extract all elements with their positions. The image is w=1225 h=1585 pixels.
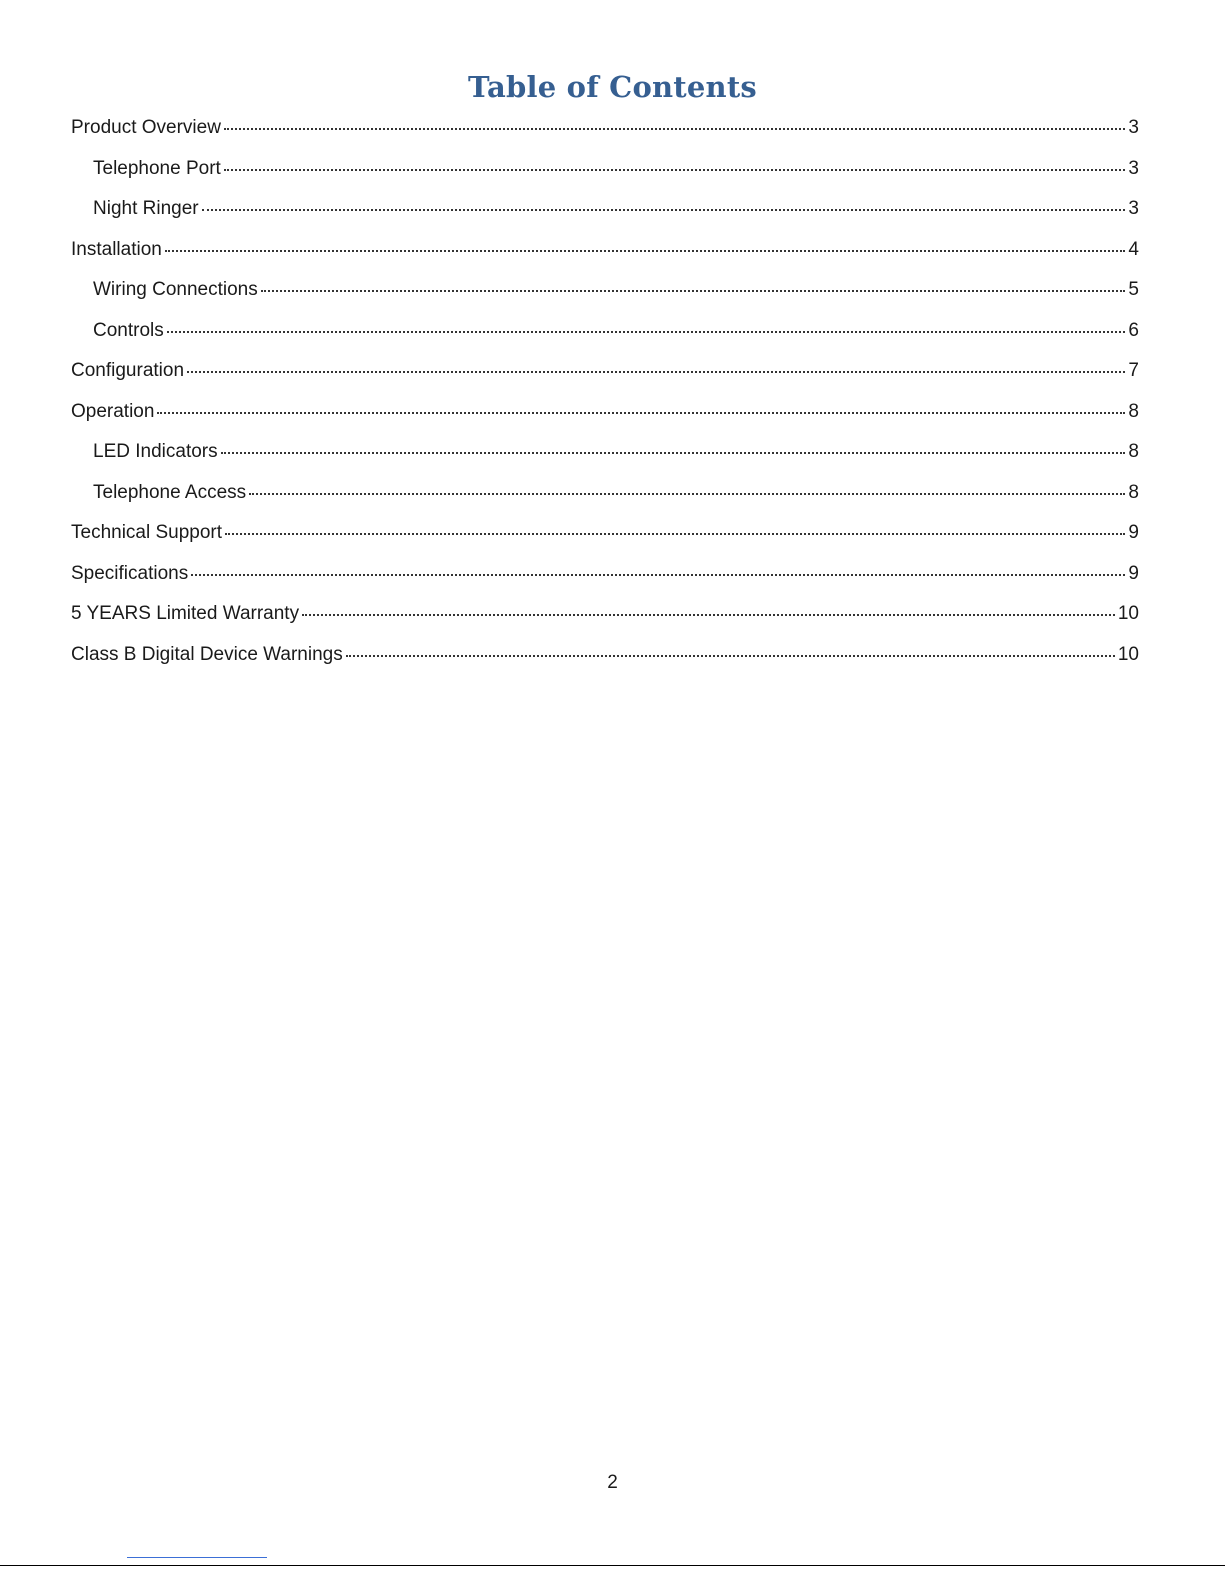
toc-dot-leader [167,316,1126,336]
toc-entry-page: 3 [1128,117,1139,138]
toc-entry-label: Controls [93,319,164,341]
toc-entry-page: 4 [1128,238,1139,260]
toc-dot-leader [225,518,1125,538]
toc-entry-label: Telephone Port [93,157,221,179]
toc-entry-label: 5 YEARS Limited Warranty [71,603,300,624]
toc-entry-page: 3 [1128,157,1139,179]
toc-entry-page: 10 [1117,603,1139,624]
toc-dot-leader [224,113,1125,133]
toc-dot-leader [221,437,1126,457]
toc-entry-specifications[interactable] [71,559,1139,600]
toc-entry-configuration[interactable] [71,356,1139,397]
toc-dot-leader [165,235,1126,255]
toc-entry-label: Configuration [71,360,185,381]
toc-list [71,113,1139,680]
toc-entry-label: Product Overview [71,117,221,138]
toc-dot-leader [187,356,1125,376]
toc-entry-led-indicators[interactable] [71,437,1139,478]
toc-entry-page: 8 [1128,481,1139,503]
page-number: 2 [607,1472,618,1493]
toc-entry-technical-support[interactable] [71,518,1139,559]
toc-dot-leader [191,559,1125,579]
toc-dot-leader [261,275,1126,295]
toc-dot-leader [157,397,1125,417]
toc-entry-page: 10 [1117,643,1139,665]
toc-entry-product-overview[interactable] [71,113,1139,154]
toc-entry-label: Class B Digital Device Warnings [71,643,343,665]
toc-dot-leader [302,599,1115,619]
toc-entry-label: Installation [71,238,162,260]
toc-entry-page: 8 [1128,400,1139,422]
toc-dot-leader [346,640,1115,660]
toc-entry-page: 6 [1128,319,1139,341]
toc-entry-night-ringer[interactable] [71,194,1139,235]
toc-title: Table of Contents [468,70,757,104]
toc-entry-page: 5 [1128,279,1139,300]
toc-dot-leader [202,194,1126,214]
toc-entry-label: Specifications [71,562,189,584]
toc-entry-label: Technical Support [71,522,223,543]
toc-entry-page: 3 [1128,198,1139,219]
toc-entry-page: 7 [1128,360,1139,381]
toc-entry-telephone-port[interactable] [71,154,1139,195]
toc-entry-page: 9 [1128,522,1139,543]
toc-entry-page: 9 [1128,562,1139,584]
toc-entry-page: 8 [1128,441,1139,462]
toc-entry-installation[interactable] [71,235,1139,276]
toc-entry-limited-warranty[interactable] [71,599,1139,640]
toc-entry-class-b-warnings[interactable] [71,640,1139,681]
toc-dot-leader [224,154,1126,174]
toc-entry-wiring-connections[interactable] [71,275,1139,316]
toc-entry-label: LED Indicators [93,441,218,462]
toc-entry-controls[interactable] [71,316,1139,357]
toc-entry-label: Operation [71,400,155,422]
toc-entry-label: Telephone Access [93,481,247,503]
toc-dot-leader [249,478,1125,498]
toc-entry-telephone-access[interactable] [71,478,1139,519]
footer-link-underline [127,1557,267,1558]
footer-divider [0,1565,1225,1566]
toc-entry-operation[interactable] [71,397,1139,438]
toc-entry-label: Night Ringer [93,198,199,219]
toc-entry-label: Wiring Connections [93,279,258,300]
